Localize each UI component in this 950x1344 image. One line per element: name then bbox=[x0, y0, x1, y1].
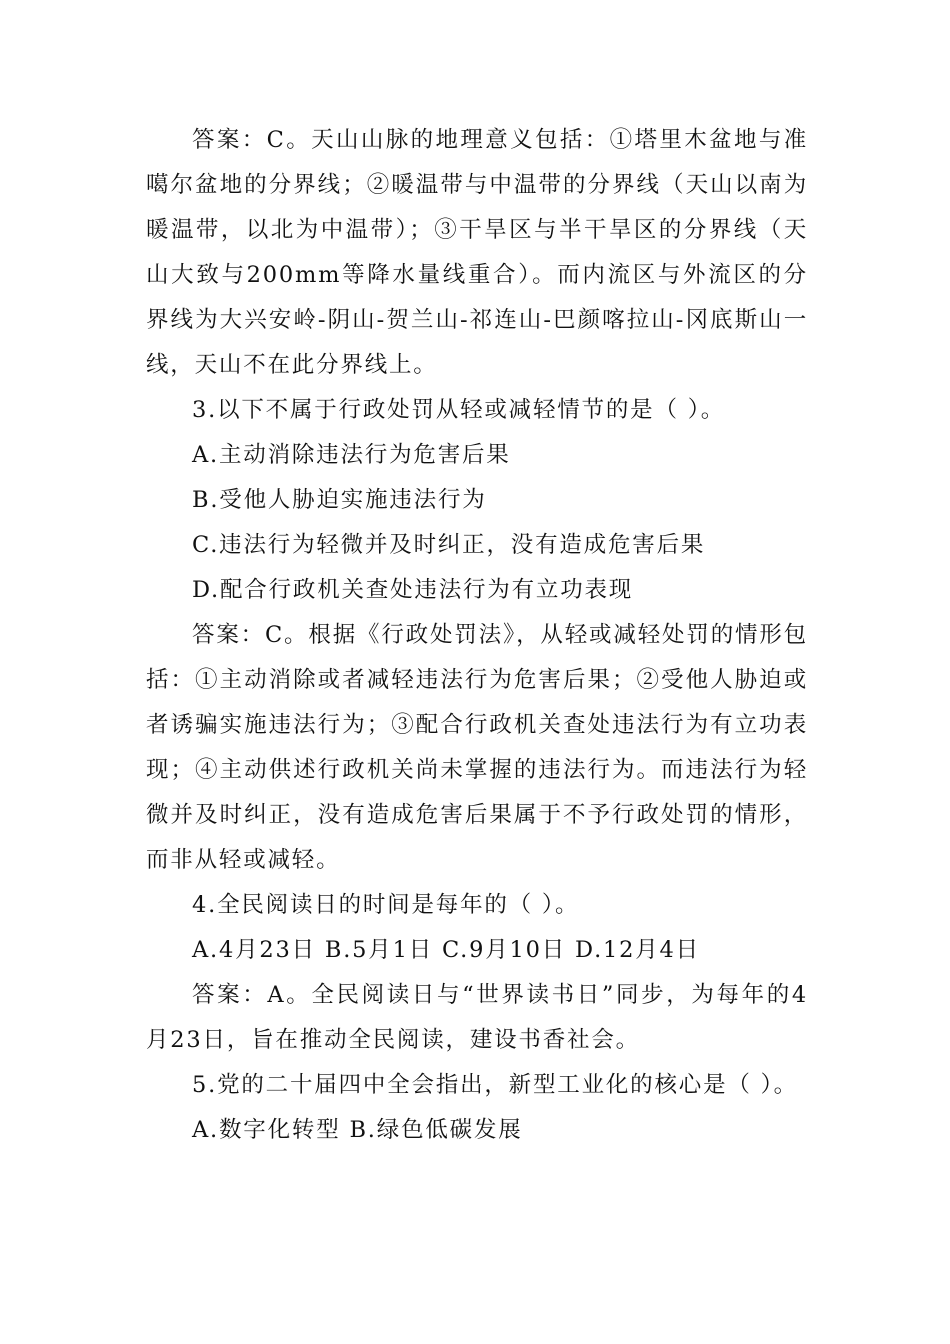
answer-paragraph-2: 答案：C。天山山脉的地理意义包括：①塔里木盆地与准噶尔盆地的分界线；②暖温带与中温带的分界线（天山以南为暖温带，以北为中温带）；③干旱区与半干旱区的分界线（天山大致与200mm等降水量线重合）。而内流区与外流区的分界线为大兴安岭-阴山-贺兰山-祁连山-巴颜喀拉山-冈底斯山一线，天山不在此分界线上。 bbox=[146, 127, 808, 378]
question-4-options: A.4月23日 B.5月1日 C.9月10日 D.12月4日 bbox=[192, 937, 700, 963]
question-5-options: A.数字化转型 B.绿色低碳发展 bbox=[192, 1117, 523, 1143]
question-5: 5.党的二十届四中全会指出，新型工业化的核心是（ ）。 bbox=[192, 1072, 798, 1098]
answer-paragraph-3: 答案：C。根据《行政处罚法》，从轻或减轻处罚的情形包括：①主动消除或者减轻违法行为危害后果；②受他人胁迫或者诱骗实施违法行为；③配合行政机关查处违法行为有立功表现；④主动供述行政机关尚未掌握的违法行为。而违法行为轻微并及时纠正，没有造成危害后果属于不予行政处罚的情形，而非从轻或减轻。 bbox=[146, 622, 808, 873]
question-3-option-b: B.受他人胁迫实施违法行为 bbox=[192, 487, 487, 513]
question-3: 3.以下不属于行政处罚从轻或减轻情节的是（ ）。 bbox=[192, 397, 726, 423]
question-3-option-a: A.主动消除违法行为危害后果 bbox=[192, 442, 511, 468]
document-body bbox=[146, 118, 808, 1153]
question-4: 4.全民阅读日的时间是每年的（ ）。 bbox=[192, 892, 580, 918]
question-3-option-d: D.配合行政机关查处违法行为有立功表现 bbox=[192, 577, 634, 603]
answer-paragraph-4: 答案：A。全民阅读日与“世界读书日”同步，为每年的4月23日，旨在推动全民阅读，建设书香社会。 bbox=[146, 982, 808, 1053]
question-3-option-c: C.违法行为轻微并及时纠正，没有造成危害后果 bbox=[192, 532, 706, 558]
